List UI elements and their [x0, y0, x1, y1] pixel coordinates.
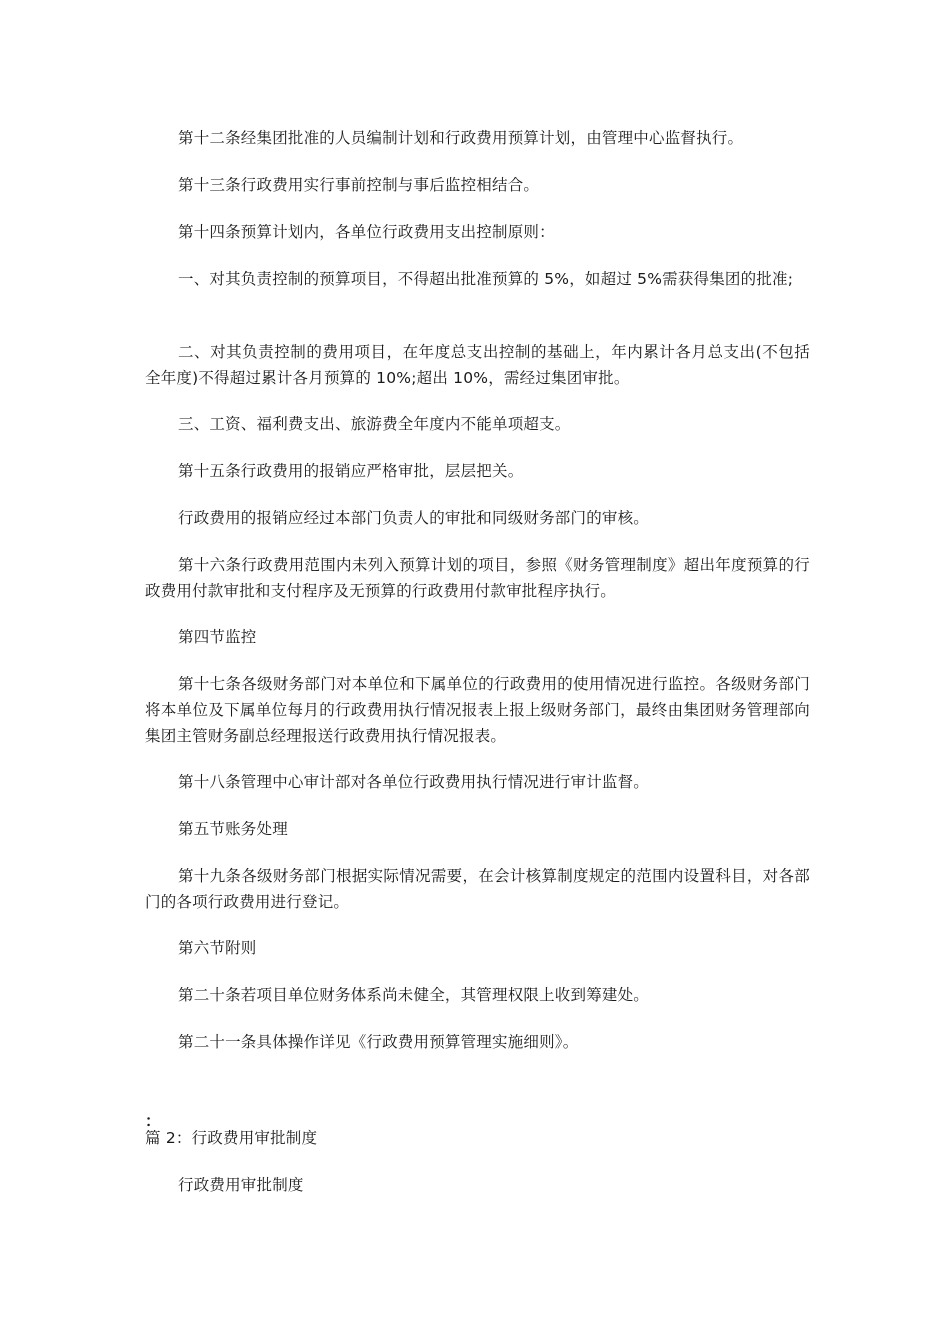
paragraph-article-20: 第二十条若项目单位财务体系尚未健全，其管理权限上收到筹建处。 — [178, 986, 650, 1004]
paragraph-article-18: 第十八条管理中心审计部对各单位行政费用执行情况进行审计监督。 — [178, 773, 650, 791]
paragraph-article-16: 第十六条行政费用范围内未列入预算计划的项目，参照《财务管理制度》超出年度预算的行政费用付款审批和支付程序及无预算的行政费用付款审批程序执行。 — [145, 556, 810, 600]
paragraph-article-17: 第十七条各级财务部门对本单位和下属单位的行政费用的使用情况进行监控。各级财务部门将本单位及下属单位每月的行政费用执行情况报表上报上级财务部门，最终由集团财务管理部向集团主管财务副总经理报送行政费用执行情况报表。 — [145, 675, 810, 745]
paragraph-article-14: 第十四条预算计划内，各单位行政费用支出控制原则： — [178, 223, 555, 241]
paragraph-article-12: 第十二条经集团批准的人员编制计划和行政费用预算计划，由管理中心监督执行。 — [178, 129, 744, 147]
paragraph-rule-3: 三、工资、福利费支出、旅游费全年度内不能单项超支。 — [178, 415, 571, 433]
paragraph-article-21: 第二十一条具体操作详见《行政费用预算管理实施细则》。 — [178, 1033, 579, 1051]
paragraph-rule-2: 二、对其负责控制的费用项目，在年度总支出控制的基础上，年内累计各月总支出(不包括全年度)不得超过累计各月预算的 10%;超出 10%，需经过集团审批。 — [145, 343, 810, 387]
heading-section-6: 第六节附则 — [178, 939, 257, 957]
heading-section-5: 第五节账务处理 — [178, 820, 288, 838]
separator-mark: ： — [145, 1112, 161, 1130]
heading-section-4: 第四节监控 — [178, 628, 257, 646]
paragraph-rule-1: 一、对其负责控制的预算项目，不得超出批准预算的 5%，如超过 5%需获得集团的批准; — [178, 270, 794, 288]
paragraph-article-19: 第十九条各级财务部门根据实际情况需要，在会计核算制度规定的范围内设置科目，对各部门的各项行政费用进行登记。 — [145, 867, 810, 911]
paragraph-article-13: 第十三条行政费用实行事前控制与事后监控相结合。 — [178, 176, 540, 194]
paragraph-reimbursement: 行政费用的报销应经过本部门负责人的审批和同级财务部门的审核。 — [178, 509, 650, 527]
section-title: 行政费用审批制度 — [178, 1176, 304, 1194]
paragraph-article-15: 第十五条行政费用的报销应严格审批，层层把关。 — [178, 462, 524, 480]
section-heading-part-2: 篇 2：行政费用审批制度 — [145, 1129, 318, 1147]
